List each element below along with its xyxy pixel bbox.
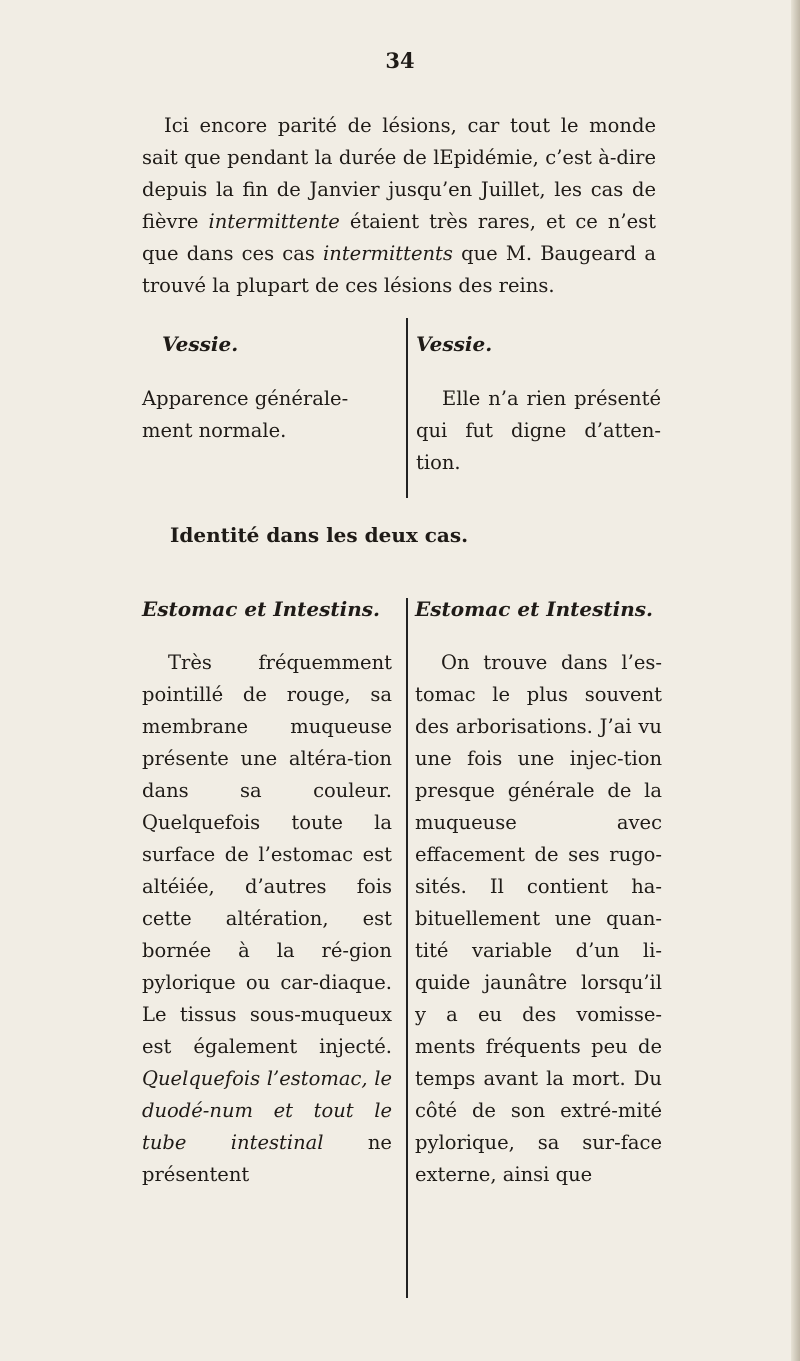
estomac-right-column (415, 593, 662, 1191)
estomac-left-column (142, 593, 392, 1191)
vessie-left-heading: Vessie. (162, 332, 239, 356)
estomac-left-body (142, 647, 392, 1191)
estomac-left-text-2: ne présentent (142, 1131, 392, 1186)
identite-line: Identité dans les deux cas. (170, 523, 469, 547)
page-number: 34 (385, 48, 415, 73)
estomac-left-heading: Estomac et Intestins. (142, 597, 380, 621)
vessie-left-body: Apparence générale-ment normale. (142, 387, 349, 442)
vessie-left-column (142, 328, 392, 447)
vessie-right-heading: Vessie. (416, 332, 493, 356)
vessie-right-column (416, 328, 661, 479)
page-edge (791, 0, 800, 1361)
estomac-left-italic: Quelquefois l’estomac, le duodé-num et tout le tube intestinal (142, 1067, 392, 1154)
column-divider-vessie (406, 318, 408, 498)
intro-italic-1: intermittente (208, 210, 340, 233)
intro-text-3: que M. Baugeard a trouvé la plupart de ces lésions des reins. (142, 242, 656, 297)
vessie-right-body: Elle n’a rien présenté qui fut digne d’atten-tion. (416, 387, 661, 474)
intro-paragraph (142, 110, 656, 302)
intro-text-2: étaient très rares, et ce n’est que dans ces cas (142, 210, 657, 265)
intro-text-1: Ici encore parité de lésions, car tout le monde sait que pendant la durée de lEpidémie, c’est à-dire depuis la fin de Janvier jusqu’en Juillet, les cas de fièvre (142, 114, 656, 233)
intro-italic-2: intermittents (323, 242, 453, 265)
column-divider-estomac (406, 598, 408, 1298)
estomac-left-text-1: Très fréquemment pointillé de rouge, sa membrane muqueuse présente une altéra-tion dans sa couleur. Quelquefois toute la surface de l’estomac est altéiée, d’autres fois cette altération, est bornée à la ré-gion pylorique ou car-diaque. Le tissus sous-muqueux est également injecté. (142, 651, 392, 1058)
estomac-right-heading: Estomac et Intestins. (415, 597, 653, 621)
estomac-right-body: On trouve dans l’es-tomac le plus souvent des arborisations. J’ai vu une fois une injec-tion presque générale de la muqueuse avec effacement de ses rugo-sités. Il contient ha-bituellement une quan-tité variable d’un li-quide jaunâtre lorsqu’il y a eu des vomisse-ments fréquents peu de temps avant la mort. Du côté de son extré-mité pylorique, sa sur-face externe, ainsi que (415, 651, 662, 1186)
